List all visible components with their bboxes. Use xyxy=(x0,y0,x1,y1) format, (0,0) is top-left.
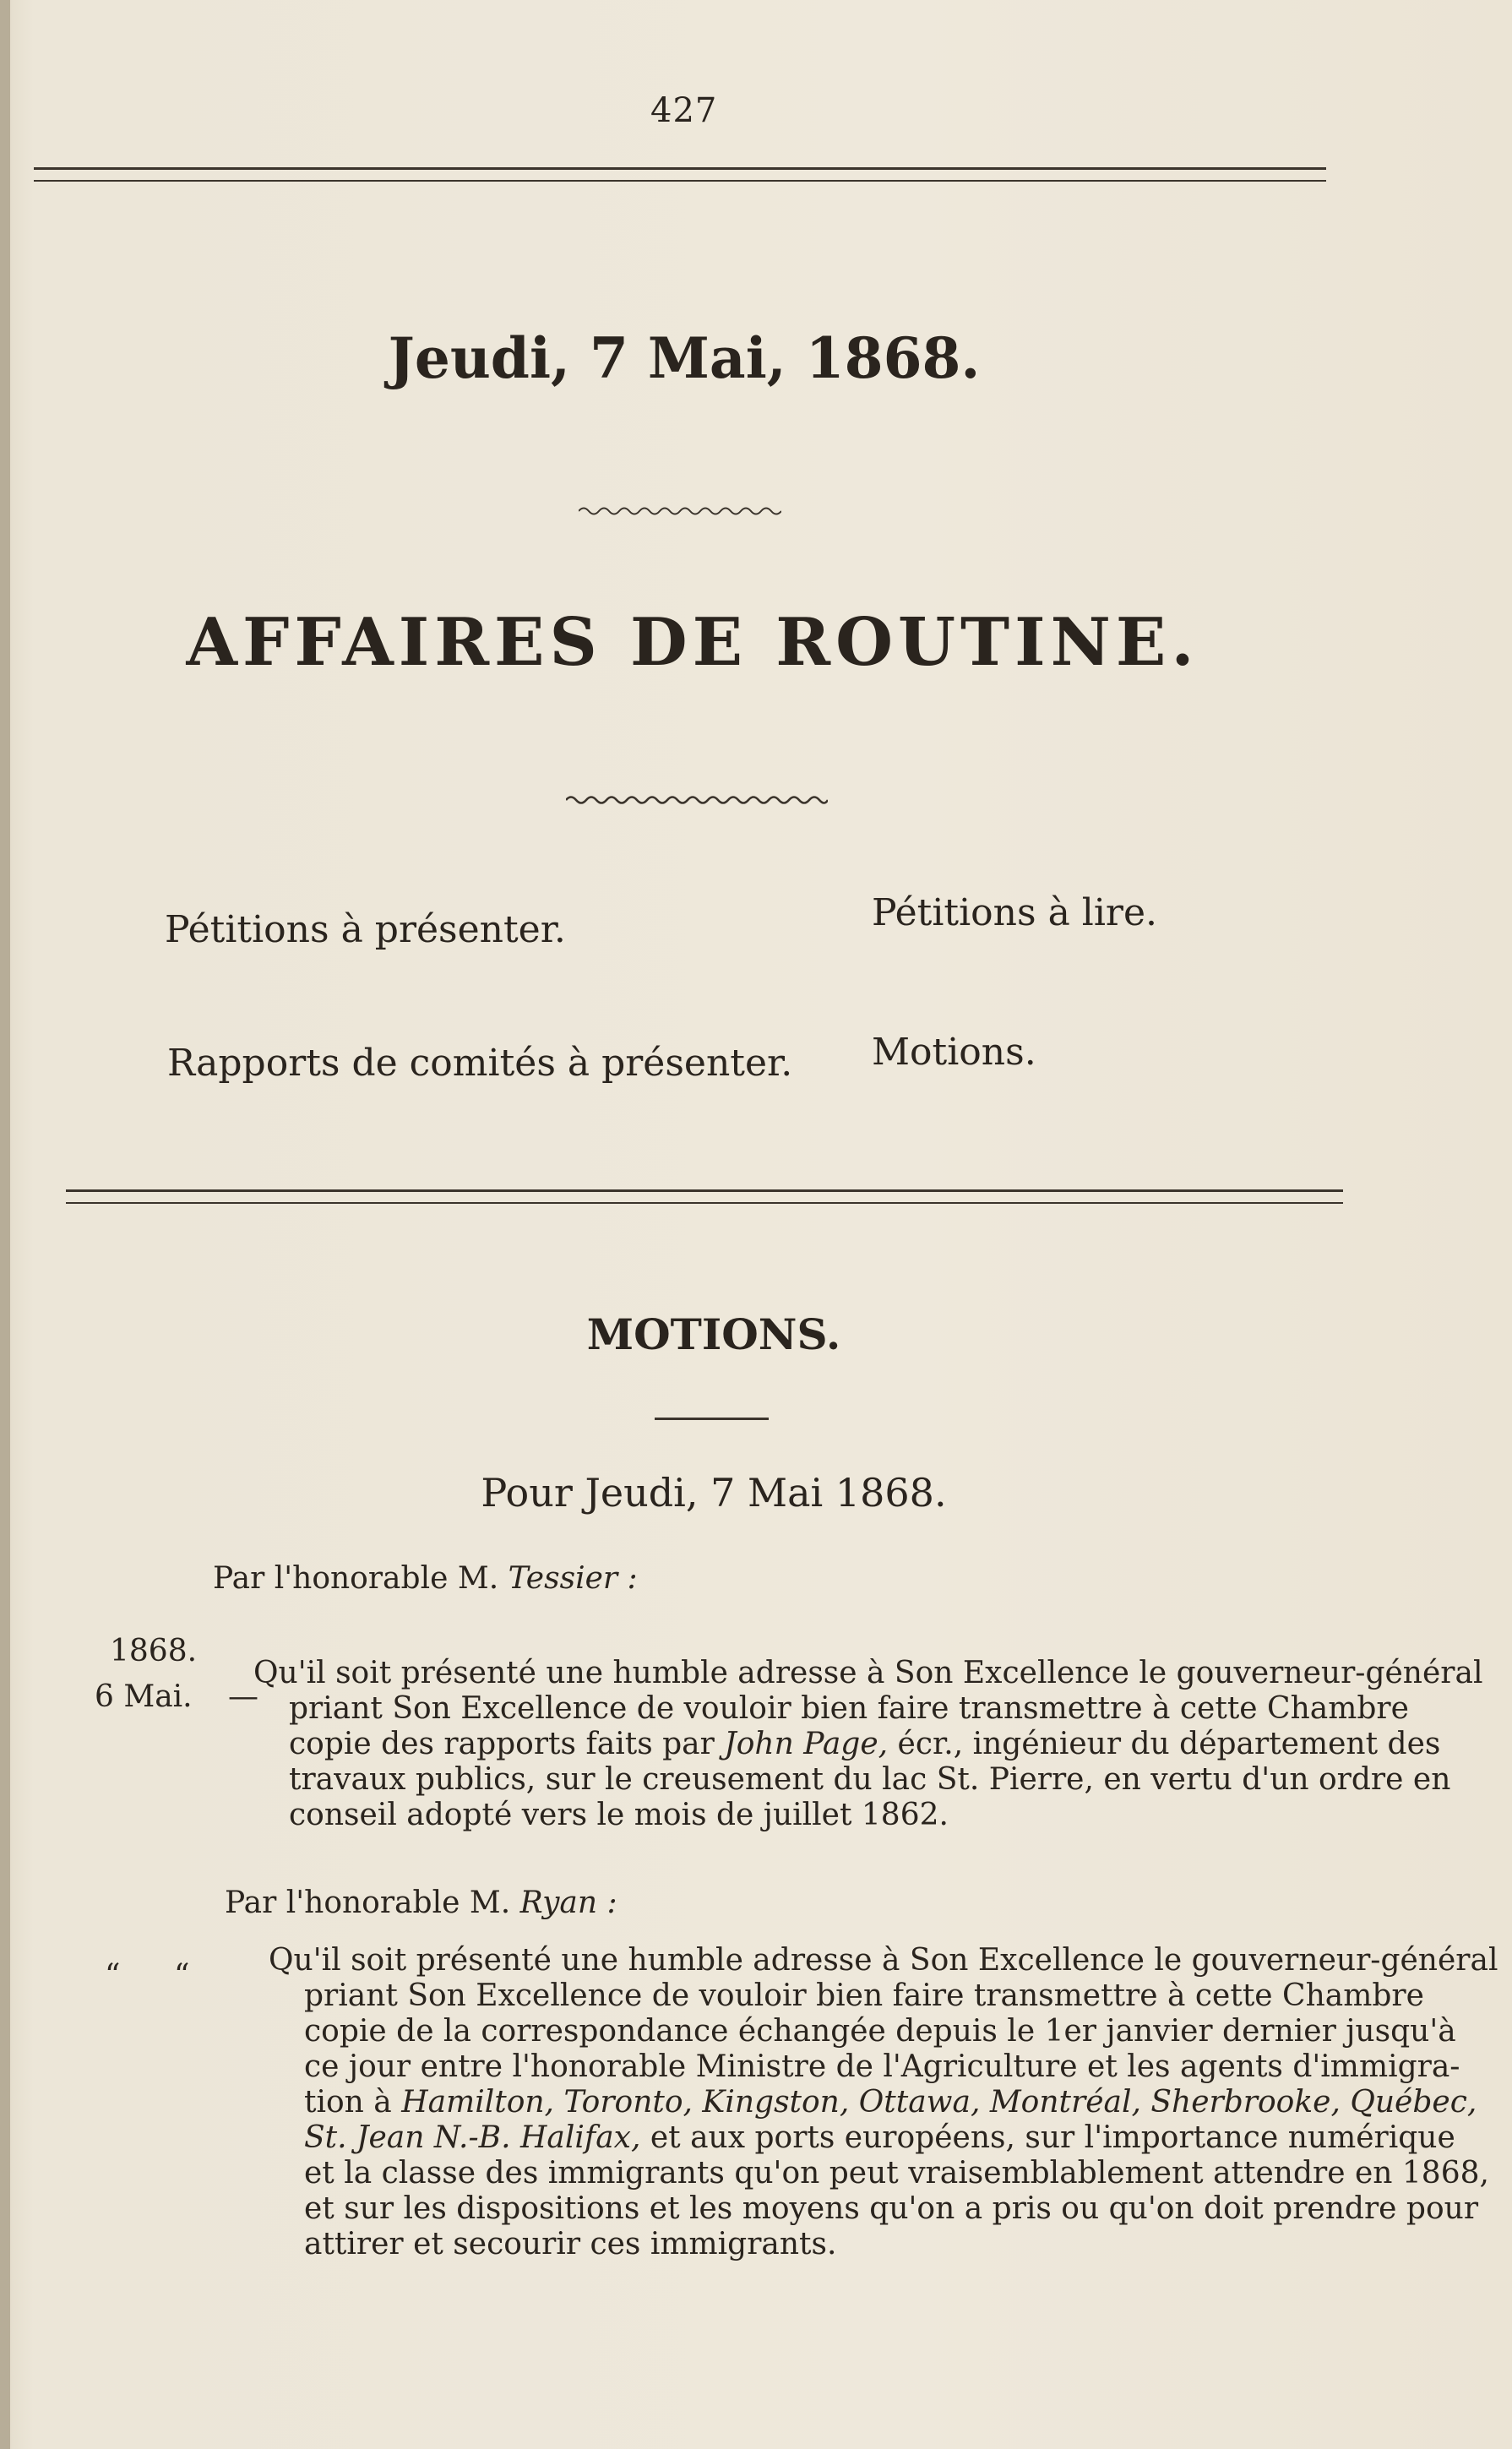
motion-text xyxy=(269,1943,1498,2262)
motion-year: 1868. xyxy=(110,1634,198,1668)
routine-item: Pétitions à lire. xyxy=(872,891,1157,934)
top-double-rule xyxy=(34,167,1326,182)
wavy-ornament xyxy=(566,794,828,806)
motion-dash: — xyxy=(228,1679,258,1714)
motions-heading: MOTIONS. xyxy=(586,1309,841,1359)
motion-line-part: écr., ingénieur du département des xyxy=(897,1727,1441,1761)
motion-line xyxy=(253,1727,1441,1762)
ditto-mark: “ xyxy=(105,1958,121,1993)
place-names: Hamilton, Toronto, Kingston, Ottawa, Montréal, Sherbrooke, Québec, xyxy=(401,2085,1477,2120)
mover-name: Ryan : xyxy=(519,1886,617,1920)
person-name: John Page, xyxy=(724,1727,889,1761)
mover-prefix: Par l'honorable M. xyxy=(225,1886,511,1920)
motion-line-part: copie des rapports faits par xyxy=(289,1727,715,1761)
motion-day: 6 Mai. xyxy=(95,1679,193,1714)
motion-line: Qu'il soit présenté une humble adresse à Son Excellence le gouverneur-général xyxy=(269,1943,1498,1978)
short-rule xyxy=(655,1418,769,1420)
motion-line: priant Son Excellence de vouloir bien faire transmettre à cette Chambre xyxy=(289,1691,1409,1726)
middle-double-rule xyxy=(66,1189,1343,1204)
motion-line: travaux publics, sur le creusement du lac St. Pierre, en vertu d'un ordre en xyxy=(289,1762,1451,1797)
mover-name: Tessier : xyxy=(508,1561,638,1596)
motion-line-part: et aux ports européens, sur l'importance numérique xyxy=(650,2120,1455,2155)
motion-line: attirer et secourir ces immigrants. xyxy=(304,2227,837,2261)
mover-prefix: Par l'honorable M. xyxy=(213,1561,499,1596)
motion-line xyxy=(269,2120,1455,2156)
motion-line: et sur les dispositions et les moyens qu'on a pris ou qu'on doit prendre pour xyxy=(304,2191,1479,2226)
page-number: 427 xyxy=(650,91,718,130)
wavy-ornament xyxy=(579,505,781,517)
motion-line xyxy=(269,2085,1477,2120)
routine-item: Rapports de comités à présenter. xyxy=(167,1042,793,1085)
motion-line: conseil adopté vers le mois de juillet 1862. xyxy=(289,1798,949,1832)
motion-line: ce jour entre l'honorable Ministre de l'Agriculture et les agents d'immigra- xyxy=(304,2049,1460,2084)
place-names: St. Jean N.-B. Halifax, xyxy=(304,2120,641,2155)
ditto-mark: “ xyxy=(174,1958,190,1993)
routine-item: Motions. xyxy=(872,1031,1036,1074)
section-title: AFFAIRES DE ROUTINE. xyxy=(186,604,1199,681)
date-title: Jeudi, 7 Mai, 1868. xyxy=(388,325,981,391)
motion-line: copie de la correspondance échangée depuis le 1er janvier dernier jusqu'à xyxy=(304,2014,1456,2049)
motion-text xyxy=(253,1656,1483,1833)
motion-line: et la classe des immigrants qu'on peut vraisemblablement attendre en 1868, xyxy=(304,2156,1489,2190)
motion-line: Qu'il soit présenté une humble adresse à Son Excellence le gouverneur-général xyxy=(253,1656,1483,1690)
motion-line: priant Son Excellence de vouloir bien faire transmettre à cette Chambre xyxy=(304,1978,1424,2013)
motion-line-part: tion à xyxy=(304,2085,392,2120)
motion-date: Pour Jeudi, 7 Mai 1868. xyxy=(481,1470,947,1516)
motion-mover xyxy=(213,1561,638,1596)
motion-mover xyxy=(225,1886,617,1920)
routine-item: Pétitions à présenter. xyxy=(165,908,566,951)
